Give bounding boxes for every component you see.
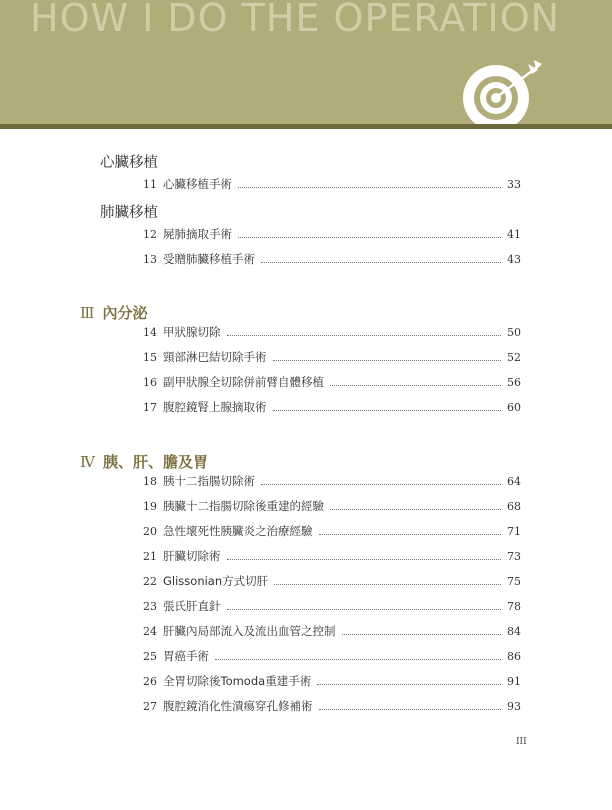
dot-leader: [215, 658, 501, 660]
dot-leader: [273, 359, 502, 361]
part-heading: [80, 451, 208, 472]
entry-page: 71: [507, 525, 521, 538]
dot-leader: [273, 409, 502, 411]
entry-title: Glissonian方式切肝: [163, 574, 269, 588]
toc-entry[interactable]: [143, 324, 521, 340]
entry-page: 60: [507, 401, 521, 414]
dot-leader: [227, 558, 502, 560]
header-title: HOW I DO THE OPERATION: [30, 0, 561, 40]
entry-page: 33: [507, 178, 521, 191]
entry-title: 頸部淋巴結切除手術: [163, 350, 267, 364]
entry-title: 心臟移植手術: [163, 177, 232, 191]
entry-page: 64: [507, 475, 521, 488]
entry-title: 受贈肺臟移植手術: [163, 252, 255, 266]
entry-number: 22: [143, 575, 157, 588]
dot-leader: [319, 708, 502, 710]
entry-page: 56: [507, 376, 521, 389]
toc-entry[interactable]: [143, 698, 521, 714]
entry-number: 15: [143, 351, 157, 364]
entry-title: 全胃切除後Tomoda重建手術: [163, 674, 312, 688]
toc-entry[interactable]: [143, 523, 521, 539]
toc-entry[interactable]: [143, 498, 521, 514]
toc-entry[interactable]: [143, 251, 521, 267]
header-rule: [0, 124, 612, 129]
entry-title: 張氏肝直針: [163, 599, 221, 613]
entry-number: 23: [143, 600, 157, 613]
entry-page: 93: [507, 700, 521, 713]
page-number: III: [516, 737, 527, 747]
dot-leader: [317, 683, 501, 685]
toc-entry[interactable]: [143, 673, 521, 689]
entry-number: 16: [143, 376, 157, 389]
toc-entry[interactable]: [143, 598, 521, 614]
entry-title: 肝臟切除術: [163, 549, 221, 563]
part-heading: [80, 302, 147, 323]
entry-page: 75: [507, 575, 521, 588]
dot-leader: [238, 186, 501, 188]
entry-page: 73: [507, 550, 521, 563]
dot-leader: [319, 533, 502, 535]
entry-title: 副甲狀腺全切除併前臂自體移植: [163, 375, 324, 389]
toc-entry[interactable]: [143, 176, 521, 192]
entry-page: 68: [507, 500, 521, 513]
toc-entry[interactable]: [143, 648, 521, 664]
entry-number: 19: [143, 500, 157, 513]
part-numeral: Ⅲ: [80, 304, 95, 322]
entry-number: 21: [143, 550, 157, 563]
entry-page: 52: [507, 351, 521, 364]
entry-title: 腹腔鏡腎上腺摘取術: [163, 400, 267, 414]
entry-number: 25: [143, 650, 157, 663]
entry-page: 43: [507, 253, 521, 266]
entry-title: 甲狀腺切除: [163, 325, 221, 339]
dot-leader: [330, 508, 501, 510]
toc-entry[interactable]: [143, 548, 521, 564]
target-icon: [462, 58, 542, 124]
page-header: [0, 0, 612, 124]
section-heading: 心臟移植: [100, 155, 158, 171]
toc-entry[interactable]: [143, 573, 521, 589]
entry-title: 胰臟十二指腸切除後重建的經驗: [163, 499, 324, 513]
toc-entry[interactable]: [143, 349, 521, 365]
dot-leader: [227, 608, 502, 610]
entry-title: 腹腔鏡消化性潰瘍穿孔修補術: [163, 699, 313, 713]
entry-number: 26: [143, 675, 157, 688]
dot-leader: [261, 483, 501, 485]
entry-number: 18: [143, 475, 157, 488]
entry-title: 胃癌手術: [163, 649, 209, 663]
dot-leader: [227, 334, 502, 336]
entry-number: 20: [143, 525, 157, 538]
entry-number: 24: [143, 625, 157, 638]
entry-title: 急性壞死性胰臟炎之治療經驗: [163, 524, 313, 538]
toc-entry[interactable]: [143, 473, 521, 489]
entry-page: 41: [507, 228, 521, 241]
entry-number: 12: [143, 228, 157, 241]
entry-number: 14: [143, 326, 157, 339]
entry-title: 屍肺摘取手術: [163, 227, 232, 241]
toc-entry[interactable]: [143, 374, 521, 390]
dot-leader: [330, 384, 501, 386]
dot-leader: [238, 236, 501, 238]
part-title: 胰、肝、膽及胃: [103, 453, 209, 471]
dot-leader: [342, 633, 502, 635]
section-heading: 肺臟移植: [100, 205, 158, 221]
entry-page: 91: [507, 675, 521, 688]
entry-number: 27: [143, 700, 157, 713]
entry-number: 11: [143, 178, 157, 191]
dot-leader: [274, 583, 501, 585]
toc-entry[interactable]: [143, 623, 521, 639]
part-numeral: Ⅳ: [80, 453, 95, 471]
entry-number: 13: [143, 253, 157, 266]
toc-entry[interactable]: [143, 226, 521, 242]
entry-title: 胰十二指腸切除術: [163, 474, 255, 488]
toc-entry[interactable]: [143, 399, 521, 415]
entry-number: 17: [143, 401, 157, 414]
entry-page: 78: [507, 600, 521, 613]
part-title: 內分泌: [102, 304, 148, 322]
entry-page: 86: [507, 650, 521, 663]
dot-leader: [261, 261, 501, 263]
entry-page: 50: [507, 326, 521, 339]
entry-page: 84: [507, 625, 521, 638]
entry-title: 肝臟內局部流入及流出血管之控制: [163, 624, 336, 638]
